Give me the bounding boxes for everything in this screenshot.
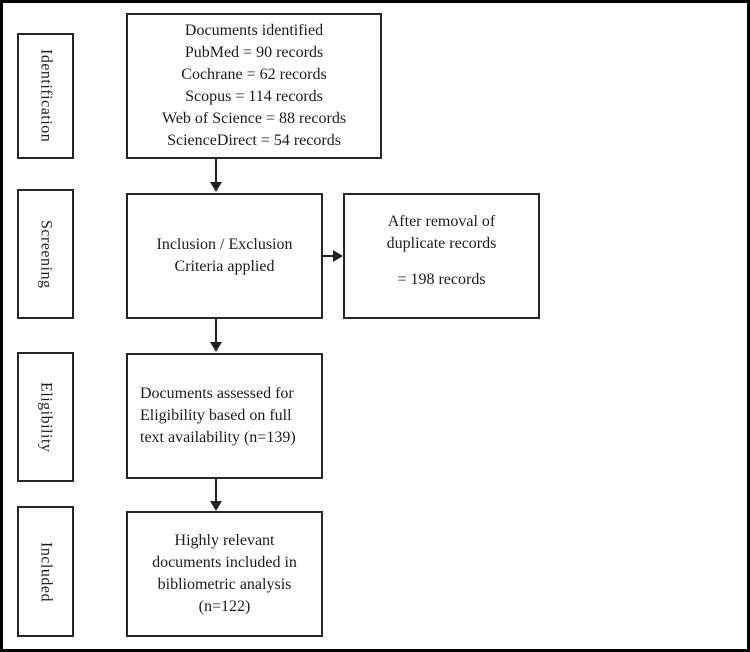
identified-line: PubMed = 90 records	[184, 44, 324, 61]
stage-label-identification: Identification	[37, 49, 55, 143]
down-arrowhead-icon	[210, 501, 222, 511]
stage-box-screening	[17, 189, 74, 319]
box-inclusion-exclusion-criteria	[126, 193, 323, 319]
criteria-line: Inclusion / Exclusion	[156, 236, 293, 253]
stage-box-eligibility	[17, 352, 74, 482]
identified-line: Documents identified	[184, 22, 324, 39]
stage-box-identification	[17, 33, 74, 159]
down-arrowhead-icon	[210, 182, 222, 192]
down-arrow-criteria-to-eligibility	[215, 319, 217, 343]
stage-box-included	[17, 506, 74, 637]
down-arrow-eligibility-to-included	[215, 479, 217, 502]
identified-line: Cochrane = 62 records	[181, 66, 327, 83]
box-included-documents	[126, 511, 323, 637]
eligibility-line: Documents assessed for	[140, 385, 294, 402]
included-line: (n=122)	[198, 598, 251, 615]
right-arrowhead-icon	[333, 250, 343, 262]
stage-label-eligibility: Eligibility	[37, 381, 55, 453]
down-arrowhead-icon	[210, 342, 222, 352]
box-duplicate-removal	[343, 193, 540, 319]
identified-line: Web of Science = 88 records	[161, 110, 347, 127]
duplicates-line: After removal of	[387, 213, 496, 230]
duplicates-line: duplicate records	[386, 235, 497, 252]
box-eligibility-assessment	[126, 353, 323, 479]
eligibility-line: Eligibility based on full	[140, 407, 292, 424]
identified-line: ScienceDirect = 54 records	[167, 132, 341, 149]
criteria-line: Criteria applied	[174, 258, 275, 275]
included-line: Highly relevant	[174, 532, 275, 549]
included-line: documents included in	[152, 554, 297, 571]
stage-label-included: Included	[37, 541, 55, 602]
stage-label-screening: Screening	[37, 219, 55, 289]
included-line: bibliometric analysis	[157, 576, 292, 593]
eligibility-line: text availability (n=139)	[140, 429, 296, 446]
box-documents-identified	[126, 13, 382, 159]
down-arrow-identified-to-criteria	[215, 159, 217, 183]
duplicates-count: = 198 records	[397, 271, 486, 288]
identified-line: Scopus = 114 records	[185, 88, 323, 105]
